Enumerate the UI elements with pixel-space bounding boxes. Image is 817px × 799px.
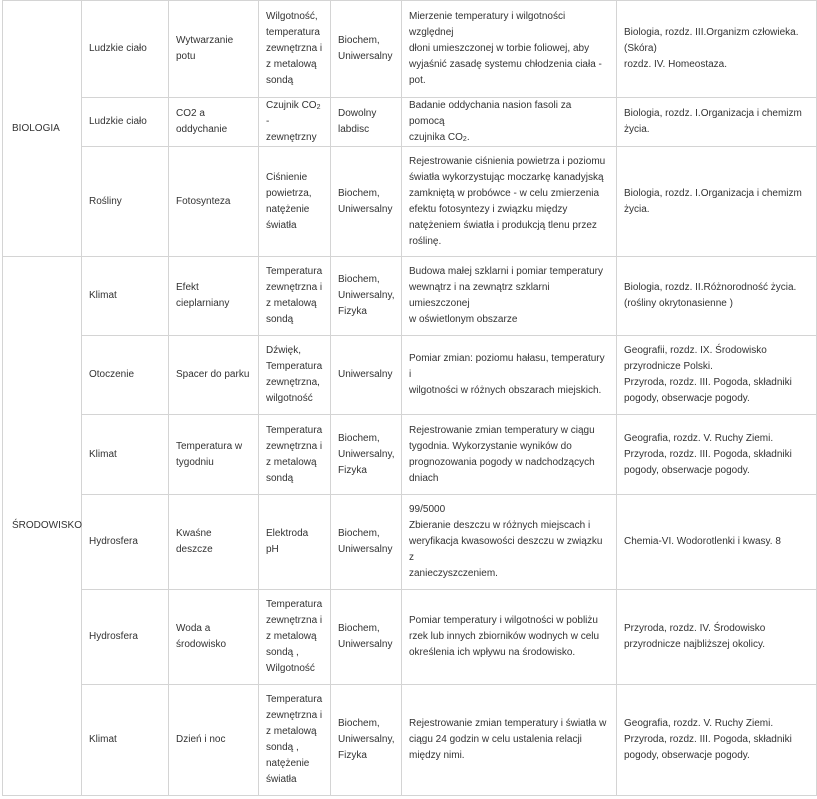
table-row: [3, 590, 817, 685]
topic-cell: Dzień i noc: [169, 685, 259, 796]
section-label: ŚRODOWISKO: [12, 520, 83, 531]
description-cell: Rejestrowanie zmian temperatury w ciągu tygodnia. Wykorzystanie wyników do prognozowania pogody w nadchodzących dniach: [402, 415, 617, 495]
category-cell: Ludzkie ciało: [82, 98, 169, 147]
sensor-cell: Temperatura zewnętrzna i z metalową sondą , Wilgotność: [259, 590, 331, 685]
table-row: [3, 98, 817, 147]
topic-cell: Kwaśne deszcze: [169, 495, 259, 590]
description-cell: Rejestrowanie ciśnienia powietrza i poziomu światła wykorzystując moczarkę kanadyjską zamkniętą w probówce - w celu zmierzenia efektu fotosyntezy i związku między natężeniem światła i produkcją tlenu przez roślinę.: [402, 147, 617, 257]
topic-cell: Fotosynteza: [169, 147, 259, 257]
device-cell: Biochem, Uniwersalny: [331, 1, 402, 98]
sensor-cell: Elektroda pH: [259, 495, 331, 590]
curriculum-cell: Geografii, rozdz. IX. Środowisko przyrodnicze Polski. Przyroda, rozdz. III. Pogoda, składniki pogody, obserwacje pogody.: [617, 336, 817, 415]
device-cell: Biochem, Uniwersalny, Fizyka: [331, 685, 402, 796]
curriculum-cell: Chemia-VI. Wodorotlenki i kwasy. 8: [617, 495, 817, 590]
topic-cell: Efekt cieplarniany: [169, 257, 259, 336]
topic-cell: Woda a środowisko: [169, 590, 259, 685]
table-row: [3, 336, 817, 415]
category-cell: Otoczenie: [82, 336, 169, 415]
description-cell: Mierzenie temperatury i wilgotności względnej dłoni umieszczonej w torbie foliowej, aby wyjaśnić zasadę systemu chłodzenia ciała - pot.: [402, 1, 617, 98]
category-cell: Hydrosfera: [82, 495, 169, 590]
device-cell: Uniwersalny: [331, 336, 402, 415]
sensor-cell: Temperatura zewnętrzna i z metalową sondą: [259, 257, 331, 336]
table-row: [3, 147, 817, 257]
sensor-cell: Czujnik $CO_2$ - zewnętrzny: [259, 98, 331, 147]
section-label: BIOLOGIA: [12, 122, 60, 134]
table-row: [3, 495, 817, 590]
description-cell: Pomiar zmian: poziomu hałasu, temperatury i wilgotności w różnych obszarach miejskich.: [402, 336, 617, 415]
category-cell: Klimat: [82, 415, 169, 495]
category-cell: Klimat: [82, 257, 169, 336]
category-cell: Hydrosfera: [82, 590, 169, 685]
section-cell-environment: [3, 257, 82, 796]
topic-cell: Spacer do parku: [169, 336, 259, 415]
device-cell: Biochem, Uniwersalny: [331, 147, 402, 257]
description-cell: Pomiar temperatury i wilgotności w pobliżu rzek lub innych zbiorników wodnych w celu określenia ich wpływu na środowisko.: [402, 590, 617, 685]
experiments-table: [2, 0, 817, 796]
topic-cell: Temperatura w tygodniu: [169, 415, 259, 495]
curriculum-cell: Biologia, rozdz. I.Organizacja i chemizm życia.: [617, 98, 817, 147]
description-cell: 99/5000 Zbieranie deszczu w różnych miejscach i weryfikacja kwasowości deszczu w związku z zanieczyszczeniem.: [402, 495, 617, 590]
device-cell: Biochem, Uniwersalny, Fizyka: [331, 415, 402, 495]
table-row: [3, 415, 817, 495]
curriculum-cell: Biologia, rozdz. III.Organizm człowieka. (Skóra) rozdz. IV. Homeostaza.: [617, 1, 817, 98]
topic-cell: Wytwarzanie potu: [169, 1, 259, 98]
device-cell: Dowolny labdisc: [331, 98, 402, 147]
sensor-cell: Ciśnienie powietrza, natężenie światła: [259, 147, 331, 257]
description-cell: Rejestrowanie zmian temperatury i światła w ciągu 24 godzin w celu ustalenia relacji między nimi.: [402, 685, 617, 796]
device-cell: Biochem, Uniwersalny, Fizyka: [331, 257, 402, 336]
table-row: [3, 1, 817, 98]
description-cell: Budowa małej szklarni i pomiar temperatury wewnątrz i na zewnątrz szklarni umieszczonej w oświetlonym obszarze: [402, 257, 617, 336]
curriculum-cell: Biologia, rozdz. II.Różnorodność życia. (rośliny okrytonasienne ): [617, 257, 817, 336]
device-cell: Biochem, Uniwersalny: [331, 495, 402, 590]
table-row: [3, 257, 817, 336]
curriculum-cell: Geografia, rozdz. V. Ruchy Ziemi. Przyroda, rozdz. III. Pogoda, składniki pogody, obserwacje pogody.: [617, 685, 817, 796]
table-row: [3, 685, 817, 796]
section-cell-biology: [3, 1, 82, 257]
curriculum-cell: Geografia, rozdz. V. Ruchy Ziemi. Przyroda, rozdz. III. Pogoda, składniki pogody, obserwacje pogody.: [617, 415, 817, 495]
curriculum-cell: Biologia, rozdz. I.Organizacja i chemizm życia.: [617, 147, 817, 257]
category-cell: Ludzkie ciało: [82, 1, 169, 98]
sensor-cell: Wilgotność, temperatura zewnętrzna i z metalową sondą: [259, 1, 331, 98]
category-cell: Rośliny: [82, 147, 169, 257]
sensor-cell: Temperatura zewnętrzna i z metalową sondą , natężenie światła: [259, 685, 331, 796]
device-cell: Biochem, Uniwersalny: [331, 590, 402, 685]
description-cell: Badanie oddychania nasion fasoli za pomocą czujnika $CO_2$.: [402, 98, 617, 147]
topic-cell: CO2 a oddychanie: [169, 98, 259, 147]
sensor-cell: Temperatura zewnętrzna i z metalową sondą: [259, 415, 331, 495]
curriculum-cell: Przyroda, rozdz. IV. Środowisko przyrodnicze najbliższej okolicy.: [617, 590, 817, 685]
sensor-cell: Dźwięk, Temperatura zewnętrzna, wilgotność: [259, 336, 331, 415]
category-cell: Klimat: [82, 685, 169, 796]
